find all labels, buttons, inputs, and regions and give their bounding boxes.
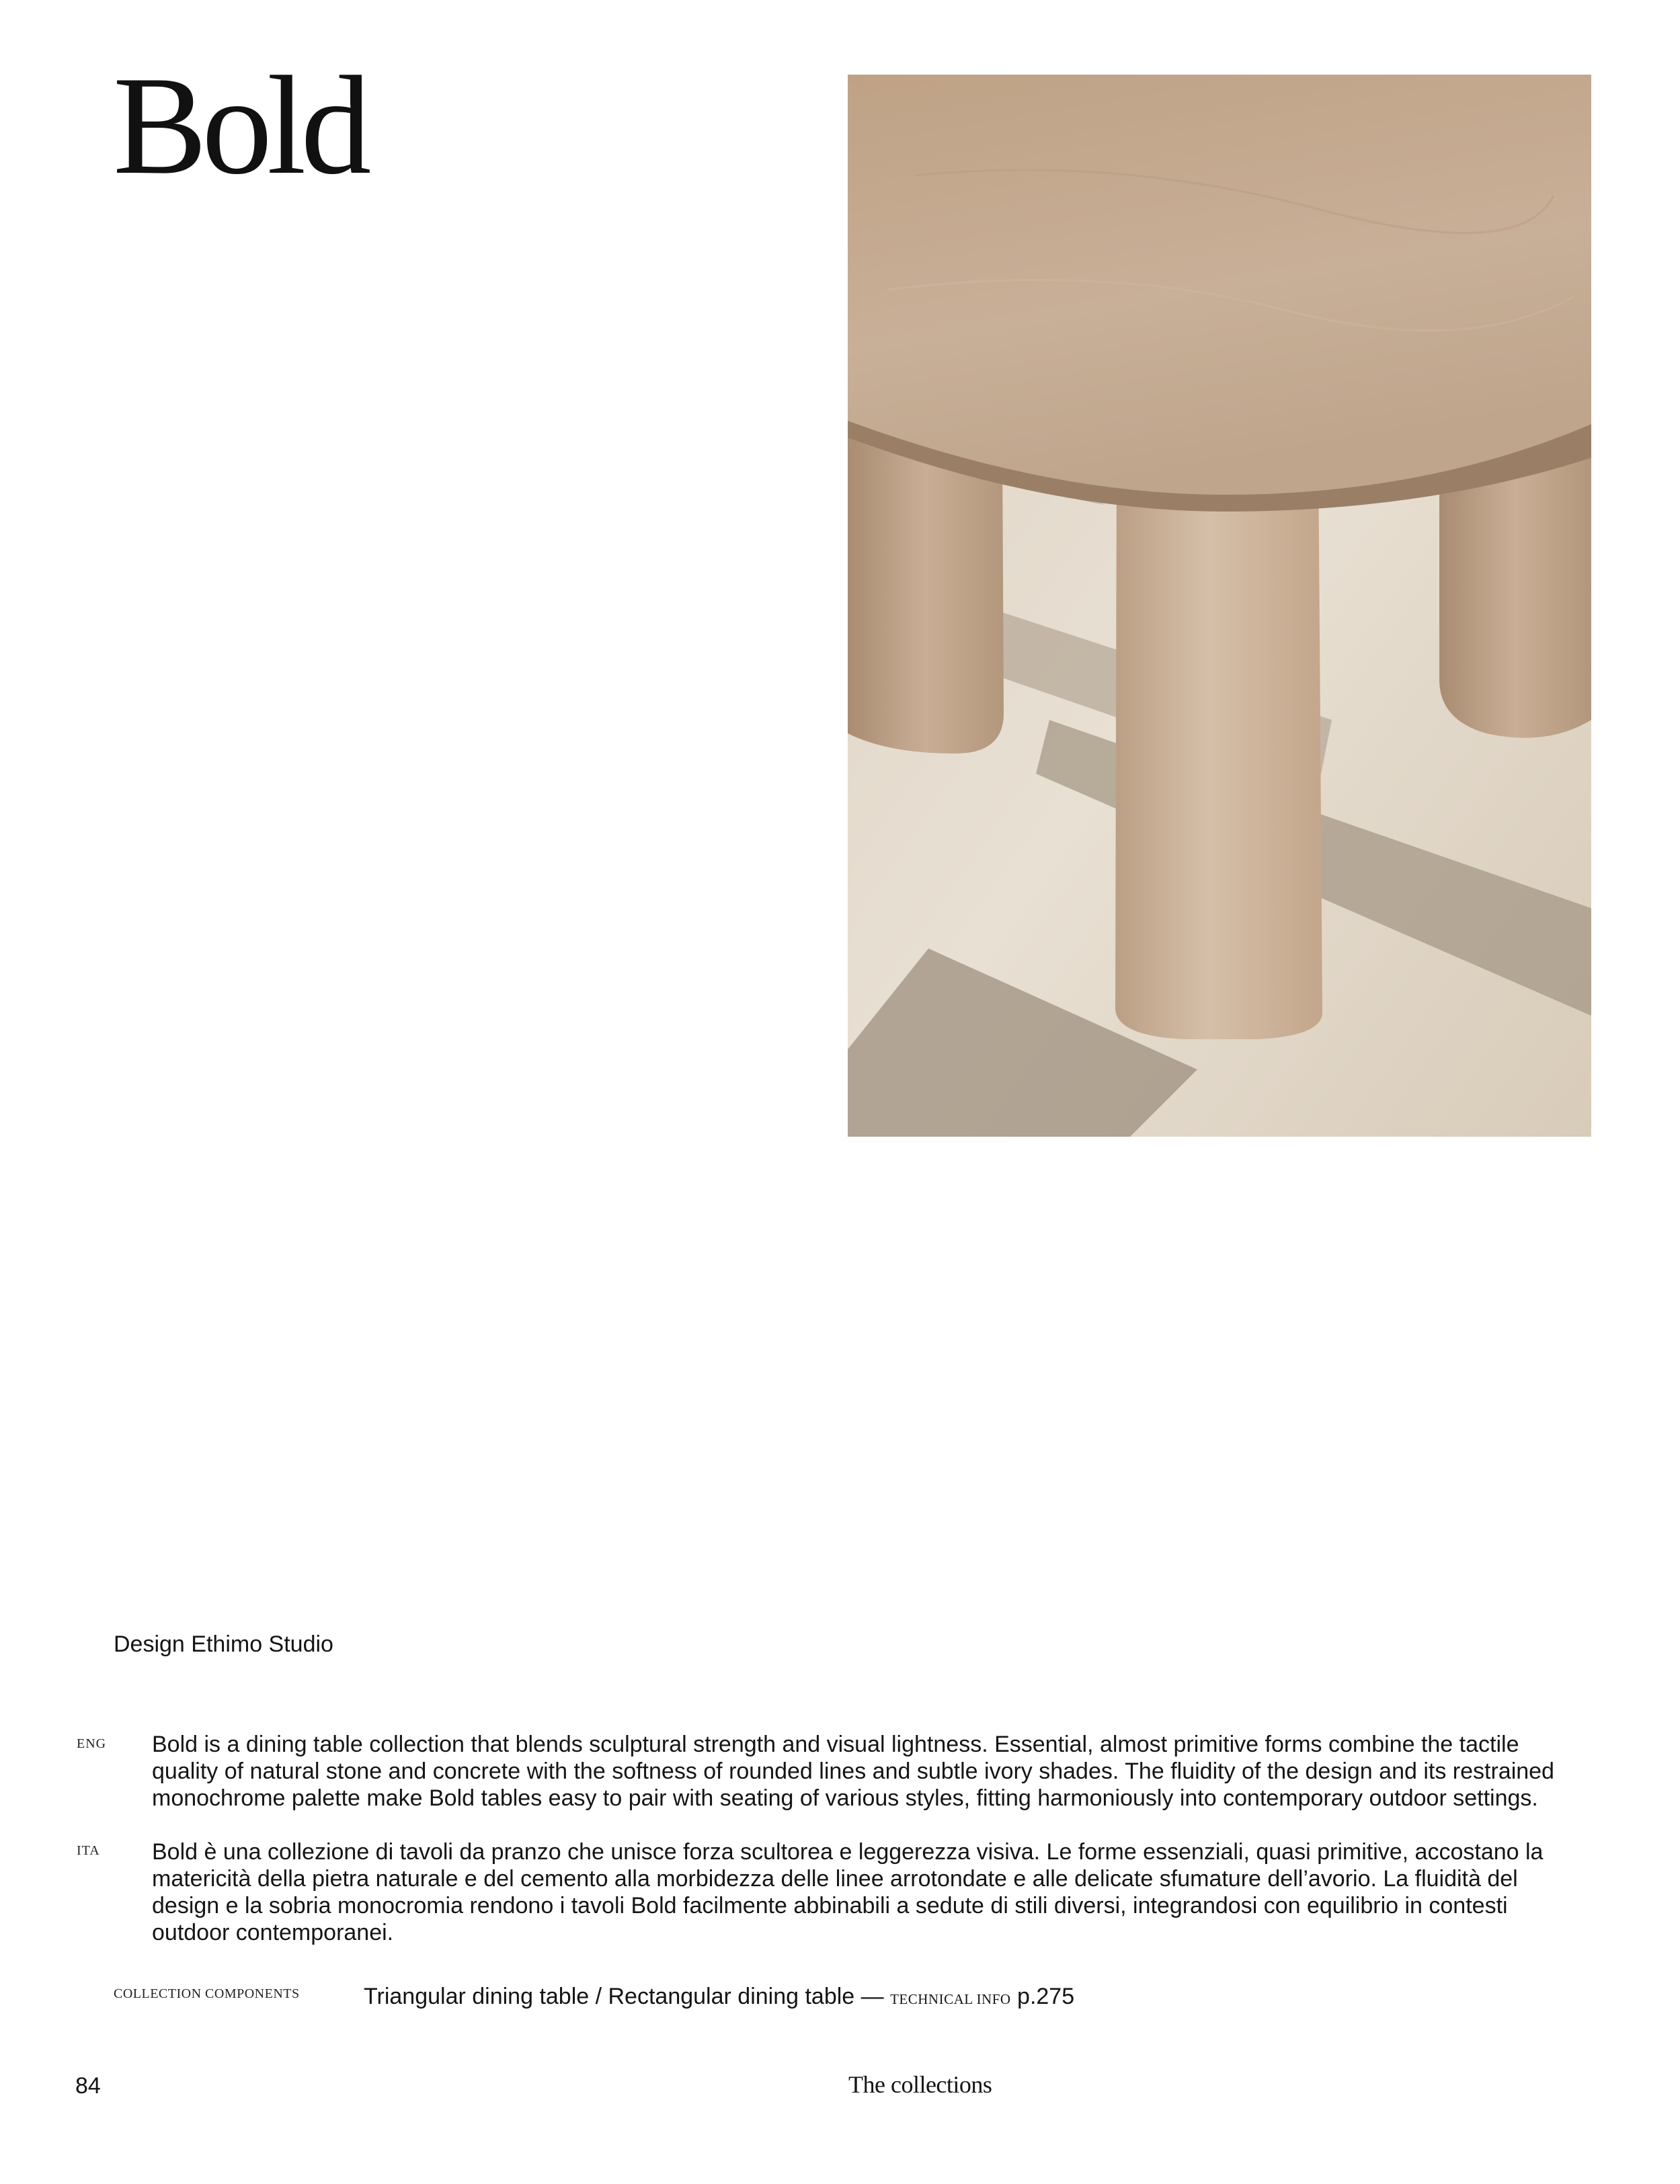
components-list: Triangular dining table / Rectangular dining table — xyxy=(364,1984,884,2009)
page-title: Bold xyxy=(113,48,366,204)
description-ita: Bold è una collezione di tavoli da pranzo che unisce forza scultorea e leggerezza visiva. Le forme essenziali, quasi primitive, accostano la matericità della pietra naturale e del cemento alla morbidezza delle linee arrotondate e alle delicate sfumature dell’avorio. La fluidità del design e la sobria monocromia rendono i tavoli Bold facilmente abbinabili a sedute di stili diversi, integrandosi con equilibrio in contesti outdoor contemporanei. xyxy=(152,1839,1544,1945)
table-illustration xyxy=(848,75,1591,1137)
lang-label-ita: ITA xyxy=(77,1843,100,1858)
technical-info-page: p.275 xyxy=(1017,1984,1075,2009)
technical-info-label: TECHNICAL INFO xyxy=(890,1991,1011,2007)
collection-components xyxy=(364,1983,1074,2013)
description-eng: Bold is a dining table collection that blends sculptural strength and visual lightness. Essential, almost primitive forms combine the tactile quality of natural stone and concrete with the softness of rounded lines and subtle ivory shades. The fluidity of the design and its restrained monochrome palette make Bold tables easy to pair with seating of various styles, fitting harmoniously into contemporary outdoor settings. xyxy=(152,1732,1554,1811)
tabletop xyxy=(848,75,1591,495)
lang-label-eng: ENG xyxy=(77,1736,107,1751)
designer-credit: Design Ethimo Studio xyxy=(114,1631,333,1657)
table-photo xyxy=(848,75,1591,1137)
page-number: 84 xyxy=(75,2073,101,2099)
collection-components-label: COLLECTION COMPONENTS xyxy=(114,1986,300,2001)
table-leg-front xyxy=(1115,451,1322,1039)
table-leg-right xyxy=(1439,451,1591,738)
section-name: The collections xyxy=(848,2071,992,2098)
